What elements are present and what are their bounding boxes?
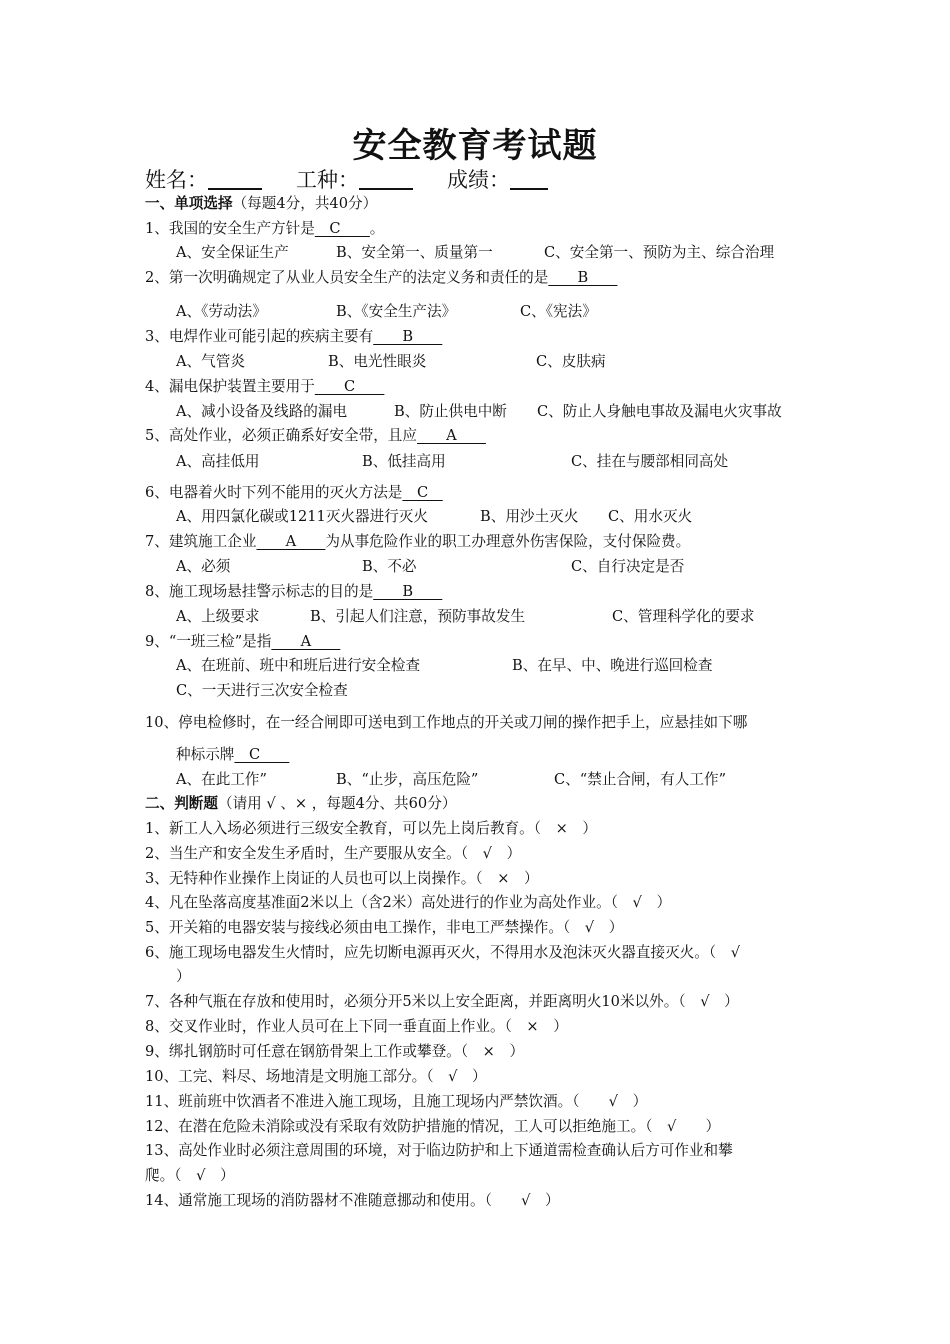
answer-blank[interactable]: A [256, 533, 326, 550]
answer-blank[interactable]: C [402, 484, 443, 501]
option-c: C、防止人身触电事故及漏电火灾事故 [537, 403, 782, 420]
option-a: A、安全保证生产 [176, 244, 289, 261]
section-heading-tf [145, 794, 456, 814]
question-9 [145, 632, 340, 652]
question-3 [145, 327, 442, 347]
answer-blank[interactable]: C [314, 220, 370, 237]
options-10 [176, 770, 726, 790]
student-info-row [145, 164, 548, 194]
option-c: C、皮肤病 [536, 353, 606, 370]
options-7 [176, 557, 684, 577]
question-tail: 。 [369, 220, 385, 237]
question-text: 3、电焊作业可能引起的疾病主要有 [145, 328, 374, 345]
section-note: （请用 √ 、× ，每题4分、共60分） [217, 795, 457, 812]
option-c: C、安全第一、预防为主、综合治理 [544, 244, 775, 261]
option-c: C、用水灭火 [608, 508, 693, 525]
option-a: A、减小设备及线路的漏电 [176, 403, 348, 420]
option-b: B、“止步，高压危险” [336, 771, 479, 788]
options-8 [176, 607, 755, 627]
question-6 [145, 483, 443, 503]
job-label: 工种： [296, 168, 359, 192]
question-text: 1、我国的安全生产方针是 [145, 220, 315, 237]
options-6 [176, 507, 692, 527]
tf-item: 14、通常施工现场的消防器材不准随意挪动和使用。（ √ ） [145, 1192, 560, 1209]
option-c: C、“禁止合闸，有人工作” [554, 771, 727, 788]
question-text: 8、施工现场悬挂警示标志的目的是 [145, 583, 374, 600]
question-text: 2、第一次明确规定了从业人员安全生产的法定义务和责任的是 [145, 269, 549, 286]
option-a: A、在班前、班中和班后进行安全检查 [176, 657, 421, 674]
tf-item: 12、在潜在危险未消除或没有采取有效防护措施的情况，工人可以拒绝施工。（ √ ） [145, 1118, 721, 1135]
option-a: A、气管炎 [176, 353, 245, 370]
tf-item: 1、新工人入场必须进行三级安全教育，可以先上岗后教育。（ × ） [145, 820, 598, 837]
tf-item: 8、交叉作业时，作业人员可在上下同一垂直面上作业。（ × ） [145, 1018, 568, 1035]
option-b: B、引起人们注意，预防事故发生 [310, 608, 526, 625]
page-title: 安全教育考试题 [352, 126, 598, 166]
option-c: C、自行决定是否 [571, 558, 685, 575]
option-a: A、高挂低用 [176, 453, 260, 470]
section-title: 一、单项选择 [145, 195, 233, 212]
option-c: C、一天进行三次安全检查 [176, 682, 348, 699]
option-a: A、必须 [176, 558, 231, 575]
question-text: 种标示牌 [176, 746, 235, 763]
answer-blank[interactable]: B [373, 583, 443, 600]
option-b: B、电光性眼炎 [328, 353, 427, 370]
options-4 [176, 402, 782, 422]
option-b: B、不必 [362, 558, 417, 575]
question-10-cont [176, 745, 289, 765]
option-b: B、低挂高用 [362, 453, 446, 470]
question-text: 4、漏电保护装置主要用于 [145, 378, 315, 395]
answer-blank[interactable]: A [416, 427, 486, 444]
job-blank[interactable] [359, 168, 413, 190]
options-1 [176, 243, 774, 263]
option-b: B、在早、中、晚进行巡回检查 [512, 657, 713, 674]
tf-item: 11、班前班中饮酒者不准进入施工现场，且施工现场内严禁饮酒。（ √ ） [145, 1093, 648, 1110]
question-7 [145, 532, 690, 552]
question-4 [145, 377, 384, 397]
section-note: （每题4分，共40分） [232, 195, 378, 212]
tf-item: 7、各种气瓶在存放和使用时，必须分开5米以上安全距离，并距离明火10米以外。（ √ ） [145, 993, 739, 1010]
option-a: A、上级要求 [176, 608, 260, 625]
question-1 [145, 219, 384, 239]
option-c: C、《宪法》 [520, 303, 597, 320]
question-text: 5、高处作业，必须正确系好安全带，且应 [145, 427, 417, 444]
answer-blank[interactable]: C [314, 378, 385, 395]
tf-item: 6、施工现场电器发生火情时，应先切断电源再灭火，不得用水及泡沫灭火器直接灭火。（ √ [145, 944, 741, 961]
tf-item-cont: ） [176, 968, 191, 985]
question-text: 9、“一班三检”是指 [145, 633, 272, 650]
answer-blank[interactable]: A [271, 633, 341, 650]
options-9 [176, 656, 712, 676]
options-5 [176, 452, 728, 472]
option-a: A、《劳动法》 [176, 303, 267, 320]
question-2 [145, 268, 617, 288]
option-b: B、《安全生产法》 [336, 303, 457, 320]
section-heading-mc [145, 194, 377, 214]
tf-item-cont: 爬。（ √ ） [145, 1167, 235, 1184]
options-3 [176, 352, 606, 372]
tf-item: 9、绑扎钢筋时可任意在钢筋骨架上工作或攀登。（ × ） [145, 1043, 525, 1060]
question-8 [145, 582, 442, 602]
question-tail: 为从事危险作业的职工办理意外伤害保险，支付保险费。 [325, 533, 691, 550]
tf-item: 13、高处作业时必须注意周围的环境，对于临边防护和上下通道需检查确认后方可作业和攀 [145, 1142, 733, 1159]
question-text: 6、电器着火时下列不能用的灭火方法是 [145, 484, 403, 501]
tf-item: 2、当生产和安全发生矛盾时，生产要服从安全。（ √ ） [145, 845, 522, 862]
question-5 [145, 426, 486, 446]
name-label: 姓名： [145, 168, 208, 192]
tf-item: 4、凡在坠落高度基准面2米以上（含2米）高处进行的作业为高处作业。（ √ ） [145, 894, 672, 911]
option-b: B、安全第一、质量第一 [336, 244, 493, 261]
tf-item: 10、工完、料尽、场地清是文明施工部分。（ √ ） [145, 1068, 487, 1085]
score-label: 成绩： [447, 168, 510, 192]
option-a: A、用四氯化碳或1211灭火器进行灭火 [176, 508, 428, 525]
option-c: C、挂在与腰部相同高处 [571, 453, 729, 470]
section-title: 二、判断题 [145, 795, 218, 812]
answer-blank[interactable]: C [234, 746, 290, 763]
option-b: B、防止供电中断 [394, 403, 507, 420]
question-10: 10、停电检修时，在一经合闸即可送电到工作地点的开关或刀闸的操作把手上，应悬挂如下哪 [145, 714, 748, 731]
option-a: A、在此工作” [176, 771, 267, 788]
answer-blank[interactable]: B [373, 328, 443, 345]
option-c: C、管理科学化的要求 [612, 608, 755, 625]
options-2 [176, 302, 597, 322]
answer-blank[interactable]: B [548, 269, 618, 286]
option-b: B、用沙土灭火 [480, 508, 579, 525]
tf-item: 5、开关箱的电器安装与接线必须由电工操作，非电工严禁操作。（ √ ） [145, 919, 624, 936]
score-blank[interactable] [510, 168, 548, 190]
question-text: 7、建筑施工企业 [145, 533, 257, 550]
name-blank[interactable] [208, 168, 262, 190]
tf-item: 3、无特种作业操作上岗证的人员也可以上岗操作。（ × ） [145, 870, 539, 887]
